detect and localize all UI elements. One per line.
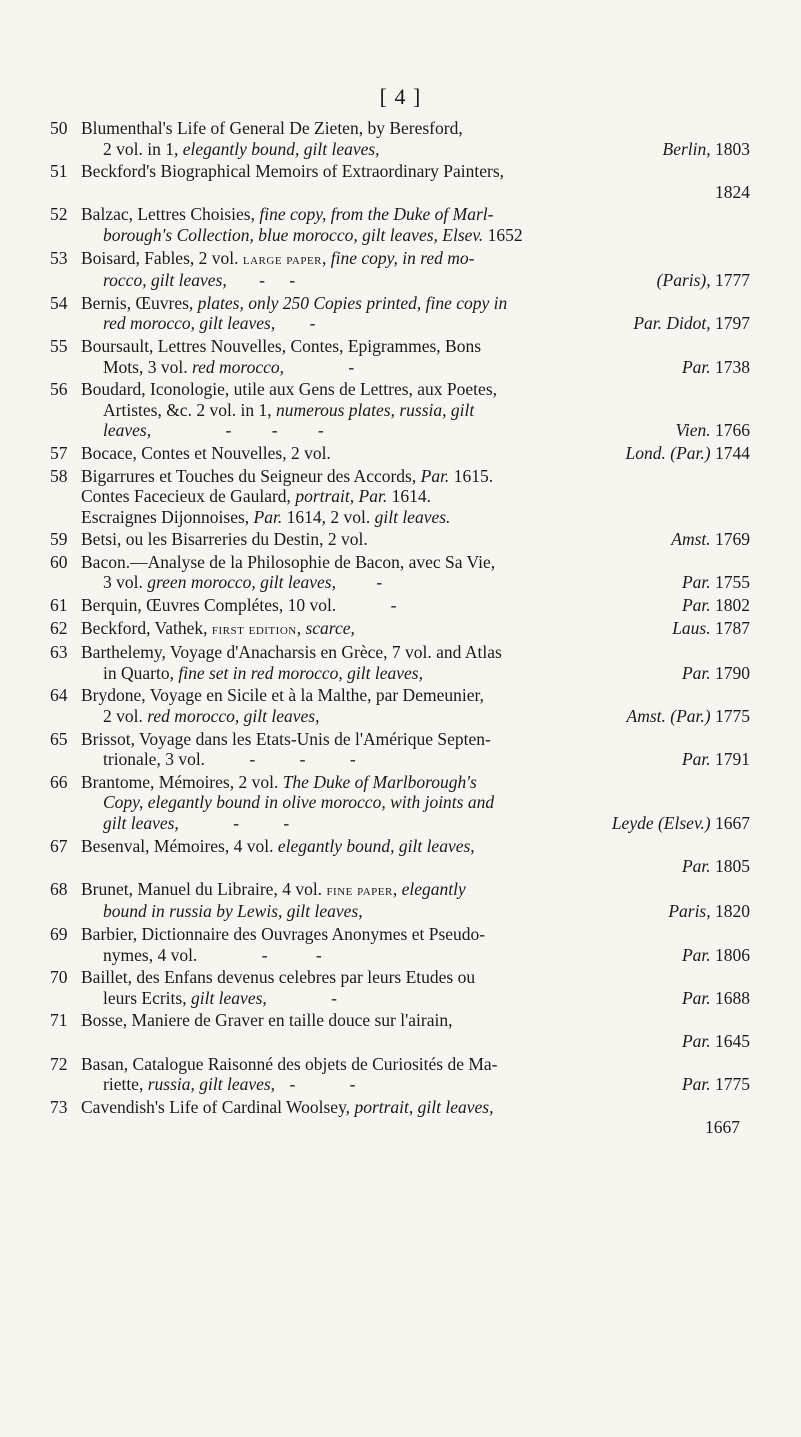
entry-line: 3 vol. green morocco, gilt leaves, - Par. 1755 bbox=[103, 572, 750, 593]
entry-line: Basan, Catalogue Raisonné des objets de Curiosités de Ma- bbox=[81, 1053, 498, 1074]
entry-line: trionale, 3 vol. - - - Par. 1791 bbox=[103, 749, 750, 770]
entry-line: Brissot, Voyage dans les Etats-Unis de l'Amérique Septen- bbox=[81, 728, 491, 749]
entry-line: Barthelemy, Voyage d'Anacharsis en Grèce, 7 vol. and Atlas bbox=[81, 642, 502, 663]
catalogue-entry-62 bbox=[50, 618, 750, 641]
catalogue-entry-61 bbox=[50, 595, 750, 616]
catalogue-entry-68 bbox=[50, 879, 750, 922]
entry-line: 2 vol. in 1, elegantly bound, gilt leaves, Berlin, 1803 bbox=[103, 138, 750, 159]
entry-number: 64 bbox=[50, 685, 68, 706]
entry-number: 61 bbox=[50, 595, 68, 616]
entry-line: rocco, gilt leaves, - - (Paris), 1777 bbox=[103, 270, 750, 291]
catalogue-entry-60 bbox=[50, 552, 750, 593]
entry-number: 71 bbox=[50, 1010, 68, 1031]
entry-line: 1824 bbox=[715, 181, 750, 202]
entry-number: 63 bbox=[50, 642, 68, 663]
entry-line: Par. 1645 bbox=[681, 1030, 750, 1051]
entry-line: Copy, elegantly bound in olive morocco, with joints and bbox=[103, 792, 495, 813]
entry-line: Bacon.—Analyse de la Philosophie de Bacon, avec Sa Vie, bbox=[81, 551, 496, 572]
entry-number: 69 bbox=[50, 923, 68, 944]
catalogue-entry-57 bbox=[50, 443, 750, 464]
entry-line: Beckford's Biographical Memoirs of Extraordinary Painters, bbox=[81, 161, 505, 182]
catalogue-entry-55 bbox=[50, 336, 750, 377]
catalogue-entry-67 bbox=[50, 836, 750, 877]
entry-number: 55 bbox=[50, 335, 68, 356]
entry-line: Boisard, Fables, 2 vol. large paper, fine copy, in red mo- bbox=[81, 247, 475, 268]
entry-line: Barbier, Dictionnaire des Ouvrages Anonymes et Pseudo- bbox=[81, 923, 486, 944]
entry-line: 2 vol. red morocco, gilt leaves, Amst. (Par.) 1775 bbox=[103, 706, 750, 727]
entry-line: Cavendish's Life of Cardinal Woolsey, portrait, gilt leaves, bbox=[81, 1096, 494, 1117]
entry-number: 57 bbox=[50, 442, 68, 463]
catalogue-entry-56 bbox=[50, 379, 750, 441]
catalogue-entry-51 bbox=[50, 161, 750, 202]
entry-line: 1667 bbox=[705, 1117, 740, 1138]
entry-line: nymes, 4 vol. - - Par. 1806 bbox=[103, 944, 750, 965]
entry-line: Besenval, Mémoires, 4 vol. elegantly bound, gilt leaves, bbox=[81, 835, 475, 856]
entry-line: Bigarrures et Touches du Seigneur des Accords, Par. 1615. bbox=[81, 465, 494, 486]
catalogue-entry-65 bbox=[50, 729, 750, 770]
entry-number: 58 bbox=[50, 465, 68, 486]
catalogue-entry-70 bbox=[50, 967, 750, 1008]
entry-line: Boudard, Iconologie, utile aux Gens de Lettres, aux Poetes, bbox=[81, 379, 498, 400]
entry-line: Brantome, Mémoires, 2 vol. The Duke of Marlborough's bbox=[81, 771, 477, 792]
entry-line: Mots, 3 vol. red morocco, - Par. 1738 bbox=[103, 356, 750, 377]
catalogue-entry-59 bbox=[50, 529, 750, 550]
catalogue-entry-64 bbox=[50, 685, 750, 726]
entry-number: 67 bbox=[50, 835, 68, 856]
entry-line: Bocace, Contes et Nouvelles, 2 vol. Lond. (Par.) 1744 bbox=[81, 442, 750, 463]
catalogue-entry-58 bbox=[50, 466, 750, 528]
entry-line: leaves, - - - Vien. 1766 bbox=[103, 420, 750, 441]
entry-number: 65 bbox=[50, 728, 68, 749]
catalogue-entry-63 bbox=[50, 642, 750, 683]
entry-number: 50 bbox=[50, 118, 68, 138]
catalogue-entry-72 bbox=[50, 1054, 750, 1095]
entry-number: 66 bbox=[50, 771, 68, 792]
catalogue-entry-52 bbox=[50, 204, 750, 245]
entry-line: Blumenthal's Life of General De Zieten, by Beresford, bbox=[81, 118, 463, 138]
entry-line: Brydone, Voyage en Sicile et à la Malthe, par Demeunier, bbox=[81, 685, 484, 706]
entry-line: riette, russia, gilt leaves, - - Par. 1775 bbox=[103, 1074, 750, 1095]
catalogue-entry-53 bbox=[50, 248, 750, 291]
entry-line: Brunet, Manuel du Libraire, 4 vol. fine paper, elegantly bbox=[81, 878, 466, 899]
entry-line: Balzac, Lettres Choisies, fine copy, from the Duke of Marl- bbox=[81, 204, 494, 225]
entry-line: Artistes, &c. 2 vol. in 1, numerous plates, russia, gilt bbox=[103, 399, 475, 420]
entry-line: gilt leaves, - - Leyde (Elsev.) 1667 bbox=[103, 813, 750, 833]
entry-number: 70 bbox=[50, 967, 68, 988]
catalogue-entry-73 bbox=[50, 1097, 750, 1138]
entry-number: 53 bbox=[50, 247, 68, 268]
entry-number: 54 bbox=[50, 292, 68, 313]
entry-number: 59 bbox=[50, 529, 68, 550]
catalogue-entry-69 bbox=[50, 924, 750, 965]
entry-line: Par. 1805 bbox=[681, 856, 750, 877]
entry-number: 62 bbox=[50, 617, 68, 638]
entry-line: in Quarto, fine set in red morocco, gilt leaves, Par. 1790 bbox=[103, 662, 750, 683]
entry-line: Bernis, Œuvres, plates, only 250 Copies printed, fine copy in bbox=[81, 292, 508, 313]
entry-number: 73 bbox=[50, 1096, 68, 1117]
entry-number: 60 bbox=[50, 551, 68, 572]
catalogue-entry-54 bbox=[50, 293, 750, 334]
entry-line: Boursault, Lettres Nouvelles, Contes, Epigrammes, Bons bbox=[81, 335, 482, 356]
entry-number: 52 bbox=[50, 204, 68, 225]
entry-line: Escraignes Dijonnoises, Par. 1614, 2 vol. gilt leaves. bbox=[81, 506, 451, 527]
entry-line: borough's Collection, blue morocco, gilt leaves, Elsev. 1652 bbox=[103, 224, 523, 245]
entry-number: 56 bbox=[50, 379, 68, 400]
entry-line: leurs Ecrits, gilt leaves, - Par. 1688 bbox=[103, 987, 750, 1008]
entry-line: Beckford, Vathek, first edition, scarce, Laus. 1787 bbox=[81, 617, 750, 638]
entry-line: red morocco, gilt leaves, - Par. Didot, 1797 bbox=[103, 313, 750, 334]
catalogue-entry-71 bbox=[50, 1010, 750, 1051]
entry-line: bound in russia by Lewis, gilt leaves, Paris, 1820 bbox=[103, 901, 750, 922]
entry-line: Betsi, ou les Bisarreries du Destin, 2 vol. Amst. 1769 bbox=[81, 529, 750, 550]
entry-number: 51 bbox=[50, 161, 68, 182]
catalogue-entry-50 bbox=[50, 118, 750, 159]
catalogue-entry-66 bbox=[50, 772, 750, 834]
catalogue-list bbox=[50, 118, 750, 1140]
entry-number: 72 bbox=[50, 1053, 68, 1074]
page-number: [ 4 ] bbox=[379, 84, 422, 109]
entry-line: Baillet, des Enfans devenus celebres par leurs Etudes ou bbox=[81, 967, 476, 988]
entry-number: 68 bbox=[50, 878, 68, 899]
entry-line: Bosse, Maniere de Graver en taille douce sur l'airain, bbox=[81, 1010, 453, 1031]
entry-line: Berquin, Œuvres Complétes, 10 vol. - Par. 1802 bbox=[81, 595, 750, 616]
entry-line: Contes Facecieux de Gaulard, portrait, Par. 1614. bbox=[81, 486, 431, 507]
